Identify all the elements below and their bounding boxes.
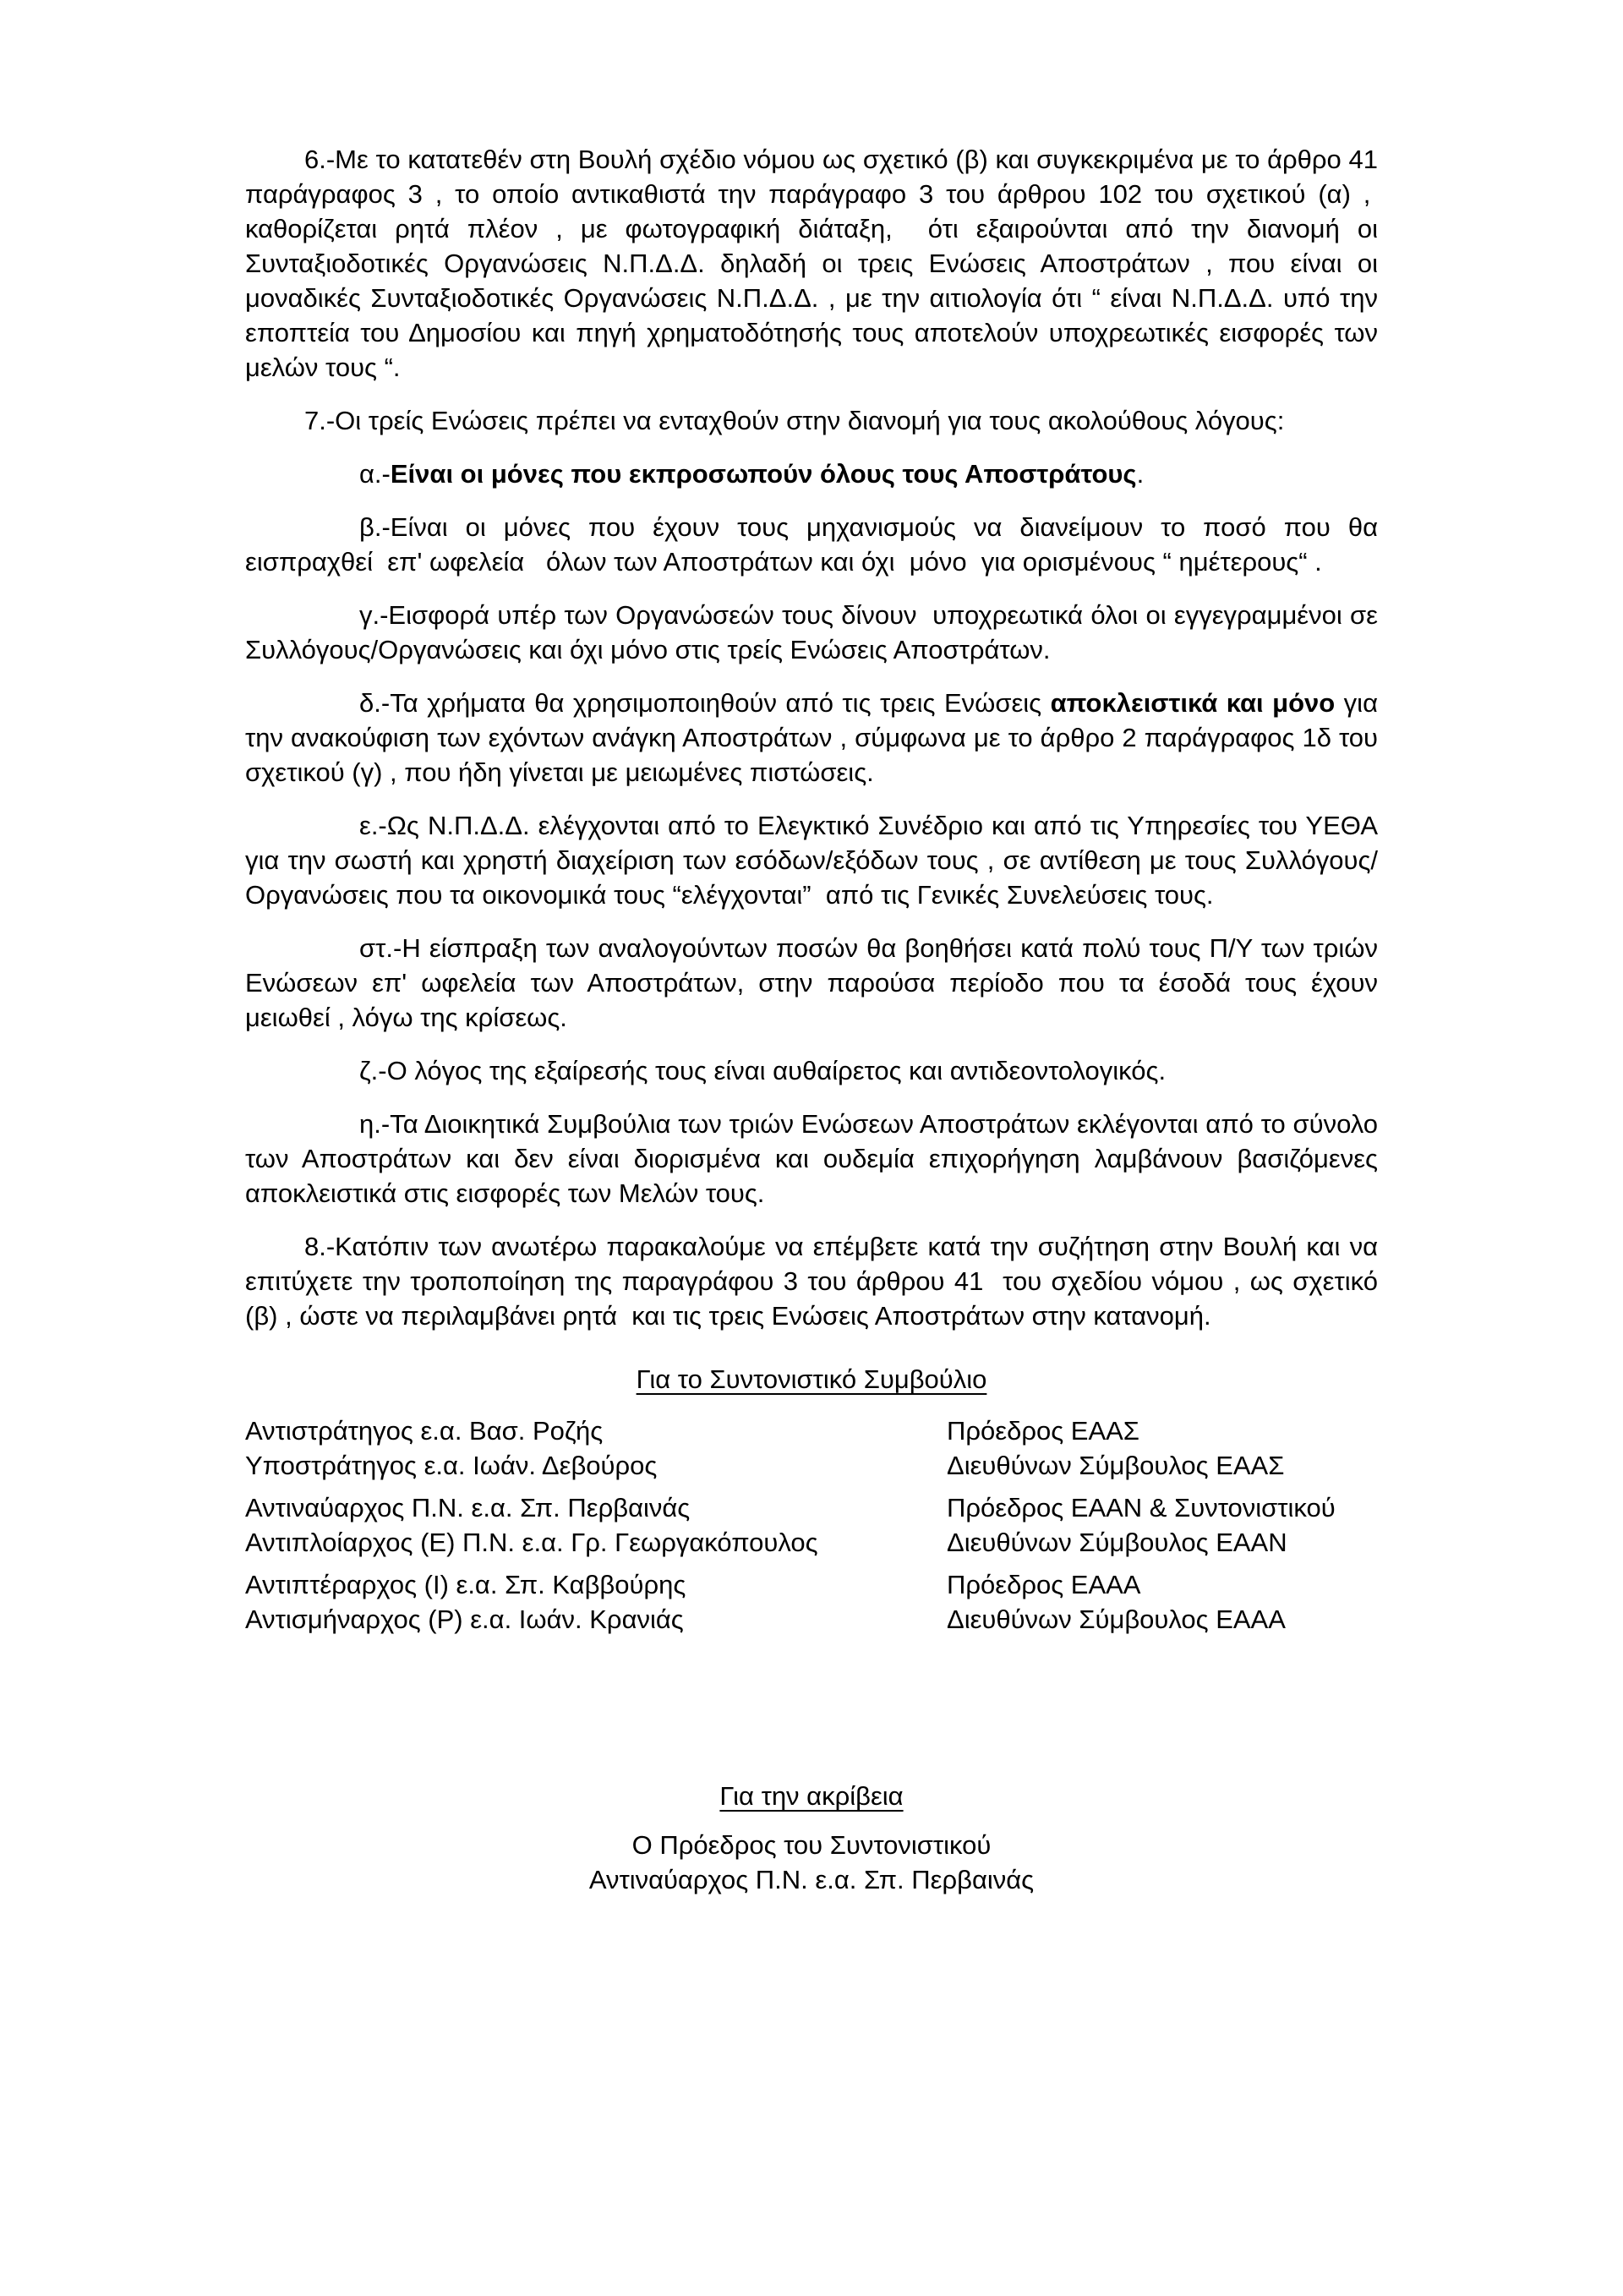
closing-lines (245, 1828, 1378, 1897)
text-run: α.- (359, 459, 391, 489)
signatory-name: Αντιναύαρχος Π.Ν. ε.α. Σπ. Περβαινάς (245, 1493, 691, 1522)
paragraph-8 (245, 931, 1378, 1035)
signatory-name: Αντισμήναρχος (Ρ) ε.α. Ιωάν. Κρανιάς (245, 1604, 684, 1634)
signature-row (245, 1413, 1378, 1448)
paragraph-7 (245, 808, 1378, 912)
paragraph-5 (245, 598, 1378, 667)
signature-row (245, 1567, 1378, 1602)
signatory-title: Διευθύνων Σύμβουλος ΕΑΑΑ (947, 1604, 1286, 1634)
paragraph-11 (245, 1229, 1378, 1333)
paragraph-9 (245, 1053, 1378, 1088)
bold-text-run: αποκλειστικά και μόνο (1050, 688, 1336, 718)
signature-group-2 (245, 1490, 1378, 1560)
closing-heading (245, 1779, 1378, 1813)
signature-row (245, 1525, 1378, 1560)
signature-section-heading (245, 1362, 1378, 1397)
text-run: 7.-Οι τρείς Ενώσεις πρέπει να ενταχθούν στην διανομή για τους ακολούθους λόγους: (304, 406, 1285, 435)
paragraph-3 (245, 456, 1378, 491)
document-body (245, 142, 1378, 1333)
signatory-name: Αντιστράτηγος ε.α. Βασ. Ροζής (245, 1416, 604, 1446)
signature-table (245, 1413, 1378, 1637)
text-run: ζ.-Ο λόγος της εξαίρεσής τους είναι αυθαίρετος και αντιδεοντολογικός. (359, 1056, 1167, 1085)
paragraph-4 (245, 510, 1378, 579)
paragraph-6 (245, 686, 1378, 790)
signatory-title: Πρόεδρος ΕΑΑΣ (947, 1416, 1139, 1446)
signatory-name: Αντιπλοίαρχος (Ε) Π.Ν. ε.α. Γρ. Γεωργακόπουλος (245, 1528, 818, 1557)
text-run: η.-Τα Διοικητικά Συμβούλια των τριών Ενώσεων Αποστράτων εκλέγονται από το σύνολο των Αποστράτων και δεν είναι διορισμένα και ουδεμία επιχορήγηση λαμβάνουν βασιζόμενες αποκλειστικά στις εισφορές των Μελών τους. (245, 1109, 1378, 1208)
text-run: γ.-Εισφορά υπέρ των Οργανώσεών τους δίνουν υποχρεωτικά όλοι οι εγγεγραμμένοι σε Συλλόγους/Οργανώσεις και όχι μόνο στις τρείς Ενώσεις Αποστράτων. (245, 600, 1378, 664)
text-run: 8.-Κατόπιν των ανωτέρω παρακαλούμε να επέμβετε κατά την συζήτηση στην Βουλή και να επιτύχετε την τροποποίηση της παραγράφου 3 του άρθρου 41 του σχεδίου νόμου , ως σχετικό (β) , ώστε να περιλαμβάνει ρητά και τις τρεις Ενώσεις Αποστράτων στην κατανομή. (245, 1232, 1378, 1331)
text-run: 6.-Με το κατατεθέν στη Βουλή σχέδιο νόμου ως σχετικό (β) και συγκεκριμένα με το άρθρο 41 παράγραφος 3 , το οποίο αντικαθιστά την παράγραφο 3 του άρθρου 102 του σχετικού (α) , καθορίζεται ρητά πλέον , με φωτογραφική διάταξη, ότι εξαιρούνται από την διανομή οι Συνταξιοδοτικές Οργανώσεις Ν.Π.Δ.Δ. δηλαδή οι τρεις Ενώσεις Αποστράτων , που είναι οι μοναδικές Συνταξιοδοτικές Οργανώσεις Ν.Π.Δ.Δ. , με την αιτιολογία ότι “ είναι Ν.Π.Δ.Δ. υπό την εποπτεία του Δημοσίου και πηγή χρηματοδότησής τους αποτελούν υποχρεωτικές εισφορές των μελών τους “. (245, 145, 1378, 382)
paragraph-1 (245, 142, 1378, 385)
signatory-title: Διευθύνων Σύμβουλος ΕΑΑΣ (947, 1451, 1285, 1480)
text-run: . (1136, 459, 1145, 489)
closing-line-1: Ο Πρόεδρος του Συντονιστικού (631, 1830, 992, 1860)
closing-heading-text: Για την ακρίβεια (719, 1781, 904, 1811)
signature-group-1 (245, 1413, 1378, 1483)
signature-row (245, 1490, 1378, 1525)
bold-text-run: Είναι οι μόνες που εκπροσωπούν όλους τους Αποστράτους (390, 459, 1137, 489)
signatory-name: Υποστράτηγος ε.α. Ιωάν. Δεβούρος (245, 1451, 658, 1480)
closing-line-2: Αντιναύαρχος Π.Ν. ε.α. Σπ. Περβαινάς (588, 1865, 1035, 1894)
text-run: ε.-Ως Ν.Π.Δ.Δ. ελέγχονται από το Ελεγκτικό Συνέδριο και από τις Υπηρεσίες του ΥΕΘΑ για την σωστή και χρηστή διαχείριση των εσόδων/εξόδων τους , σε αντίθεση με τους Συλλόγους/Οργανώσεις που τα οικονομικά τους “ελέγχονται” από τις Γενικές Συνελεύσεις τους. (245, 811, 1378, 910)
text-run: δ.-Τα χρήματα θα χρησιμοποιηθούν από τις τρεις Ενώσεις (359, 688, 1051, 718)
paragraph-2 (245, 403, 1378, 438)
text-run: για την ανακούφιση των εχόντων ανάγκη Αποστράτων , σύμφωνα με το άρθρο 2 παράγραφος 1δ του σχετικού (γ) , που ήδη γίνεται με μειωμένες πιστώσεις. (245, 688, 1378, 787)
text-run: β.-Είναι οι μόνες που έχουν τους μηχανισμούς να διανείμουν το ποσό που θα εισπραχθεί επ' ωφελεία όλων των Αποστράτων και όχι μόνο για ορισμένους “ ημέτερους“ . (245, 512, 1378, 577)
signature-group-3 (245, 1567, 1378, 1637)
signature-row (245, 1448, 1378, 1483)
signatory-title: Διευθύνων Σύμβουλος ΕΑΑΝ (947, 1528, 1287, 1557)
paragraph-10 (245, 1107, 1378, 1211)
signature-heading-text: Για το Συντονιστικό Συμβούλιο (636, 1364, 987, 1394)
signatory-title: Πρόεδρος ΕΑΑΑ (947, 1570, 1141, 1599)
signature-row (245, 1602, 1378, 1637)
signatory-title: Πρόεδρος ΕΑΑΝ & Συντονιστικού (947, 1493, 1336, 1522)
signatory-name: Αντιπτέραρχος (Ι) ε.α. Σπ. Καββούρης (245, 1570, 686, 1599)
closing-section (245, 1779, 1378, 1897)
text-run: στ.-Η είσπραξη των αναλογούντων ποσών θα βοηθήσει κατά πολύ τους Π/Υ των τριών Ενώσεων επ' ωφελεία των Αποστράτων, στην παρούσα περίοδο που τα έσοδά τους έχουν μειωθεί , λόγω της κρίσεως. (245, 933, 1378, 1032)
